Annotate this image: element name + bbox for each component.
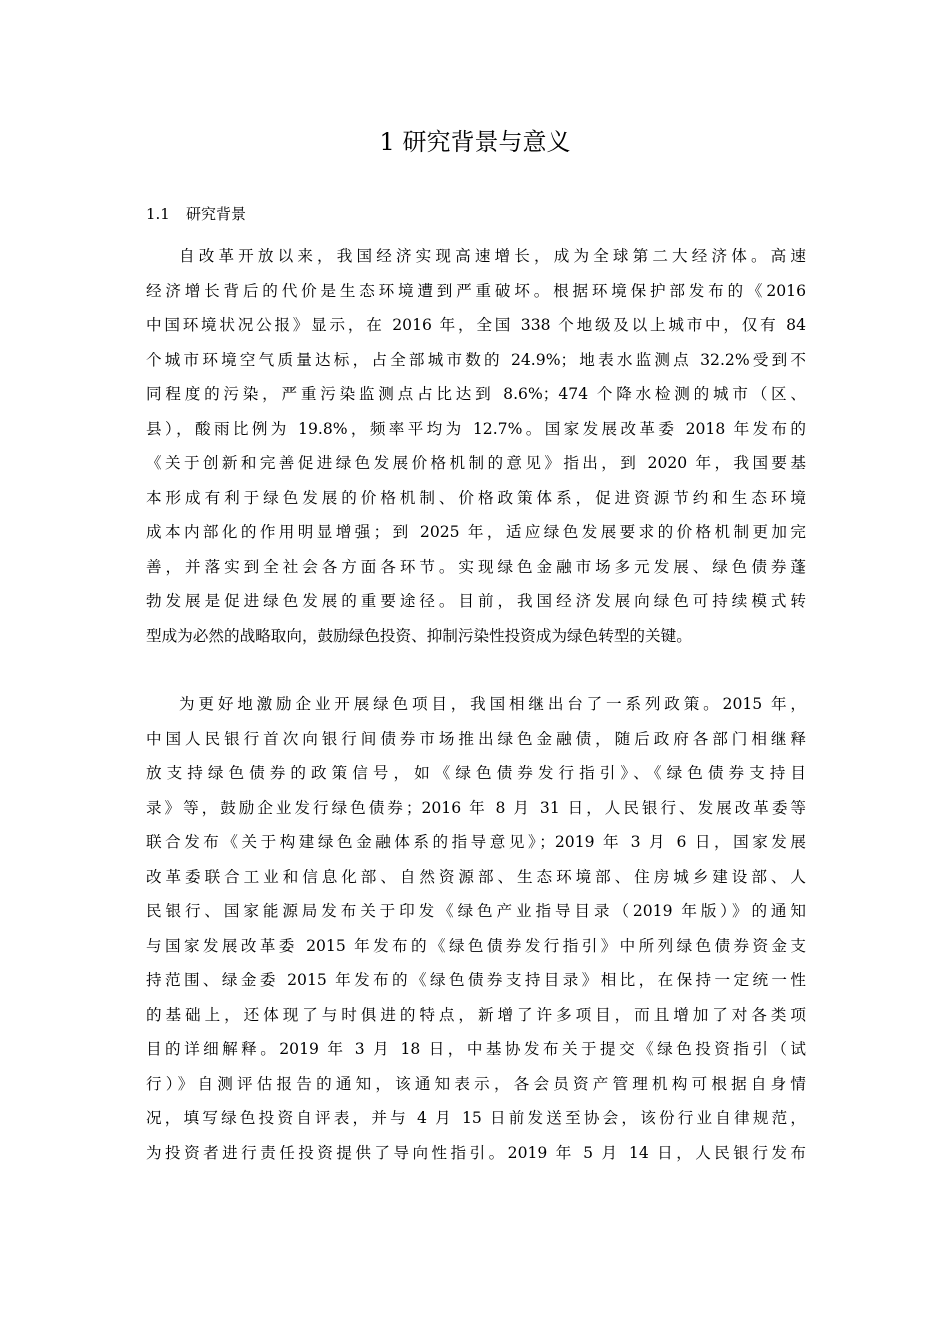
paragraph-line: 改革委联合工业和信息化部、自然资源部、生态环境部、住房城乡建设部、人 bbox=[146, 867, 806, 886]
paragraph-line: 录》等，鼓励企业发行绿色债券；2016 年 8 月 31 日，人民银行、发展改革委等 bbox=[146, 798, 806, 817]
paragraph-line: 中国人民银行首次向银行间债券市场推出绿色金融债，随后政府各部门相继释 bbox=[146, 729, 806, 748]
paragraph-line: 放支持绿色债券的政策信号，如《绿色债券发行指引》、《绿色债券支持目 bbox=[146, 764, 806, 782]
paragraph-line: 联合发布《关于构建绿色金融体系的指导意见》；2019 年 3 月 6 日，国家发展 bbox=[146, 833, 806, 851]
paragraph-line: 与国家发展改革委 2015 年发布的《绿色债券发行指引》中所列绿色债券资金支 bbox=[146, 936, 806, 955]
paragraph-line: 民银行、国家能源局发布关于印发《绿色产业指导目录（2019 年版）》的通知 bbox=[146, 902, 806, 920]
paragraph-line: 型成为必然的战略取向，鼓励绿色投资、抑制污染性投资成为绿色转型的关键。 bbox=[146, 626, 692, 645]
paragraph-line: 县），酸雨比例为 19.8%，频率平均为 12.7%。国家发展改革委 2018 年发布的 bbox=[146, 419, 806, 438]
paragraph-line: 善，并落实到全社会各方面各环节。实现绿色金融市场多元发展、绿色债券蓬 bbox=[146, 557, 806, 576]
paragraph-line: 自改革开放以来，我国经济实现高速增长，成为全球第二大经济体。高速 bbox=[179, 247, 806, 265]
paragraph-line: 为投资者进行责任投资提供了导向性指引。2019 年 5 月 14 日，人民银行发布 bbox=[146, 1143, 806, 1162]
paragraph-line: 行）》自测评估报告的通知，该通知表示，各会员资产管理机构可根据自身情 bbox=[146, 1074, 806, 1093]
paragraph-line: 为更好地激励企业开展绿色项目，我国相继出台了一系列政策。2015 年， bbox=[179, 695, 806, 713]
paragraph-line: 成本内部化的作用明显增强；到 2025 年，适应绿色发展要求的价格机制更加完 bbox=[146, 523, 806, 541]
paragraph-1 bbox=[146, 239, 806, 653]
paragraph-line: 经济增长背后的代价是生态环境遭到严重破坏。根据环境保护部发布的《2016 bbox=[146, 281, 806, 300]
paragraph-line: 的基础上，还体现了与时俱进的特点，新增了许多项目，而且增加了对各类项 bbox=[146, 1005, 806, 1024]
page-title: 1 研究背景与意义 bbox=[379, 128, 571, 156]
section-heading bbox=[146, 200, 246, 228]
paragraph-line: 中国环境状况公报》显示，在 2016 年，全国 338 个地级及以上城市中，仅有 84 bbox=[146, 316, 806, 334]
paragraph-line: 况，填写绿色投资自评表，并与 4 月 15 日前发送至协会，该份行业自律规范， bbox=[146, 1109, 806, 1127]
paragraph-line: 个城市环境空气质量达标，占全部城市数的 24.9%；地表水监测点 32.2%受到不 bbox=[146, 350, 806, 369]
section-number: 1.1 bbox=[146, 205, 170, 223]
paragraph-line: 持范围、绿金委 2015 年发布的《绿色债券支持目录》相比，在保持一定统一性 bbox=[146, 971, 806, 989]
section-title: 研究背景 bbox=[186, 205, 247, 223]
paragraph-line: 同程度的污染，严重污染监测点占比达到 8.6%；474 个降水检测的城市（区、 bbox=[146, 385, 806, 403]
paragraph-line: 《关于创新和完善促进绿色发展价格机制的意见》指出，到 2020 年，我国要基 bbox=[146, 454, 806, 472]
paragraph-line: 本形成有利于绿色发展的价格机制、价格政策体系，促进资源节约和生态环境 bbox=[146, 488, 806, 507]
paragraph-line: 勃发展是促进绿色发展的重要途径。目前，我国经济发展向绿色可持续模式转 bbox=[146, 592, 806, 610]
paragraph-2 bbox=[146, 687, 806, 1170]
paragraph-line: 目的详细解释。2019 年 3 月 18 日，中基协发布关于提交《绿色投资指引（试 bbox=[146, 1040, 806, 1058]
